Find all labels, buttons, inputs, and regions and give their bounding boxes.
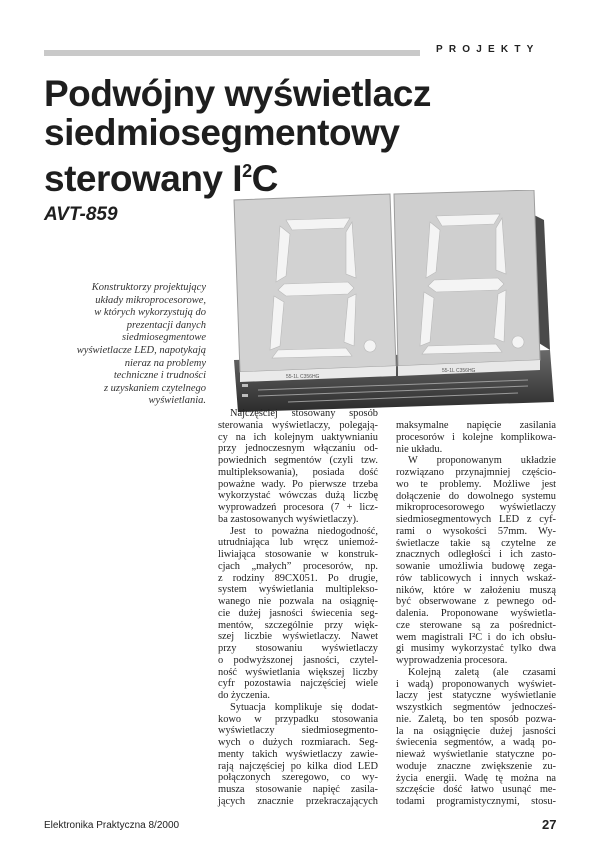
paragraph: Najczęściej stosowany sposób sterowania wyświetlaczy, polegają- cy na ich kolejnym uaktywnianiu przy jednoczesnym włączaniu od- powiednich segmentów (czyli tzw. multipleksowania), posiada dość poważne wady. Po pierwsze trzeba wykorzystać wówczas dużą liczbę wyprowadzeń procesora (7 + licz- ba zastosowanych wyświetlaczy). <box>218 408 378 525</box>
paragraph: Sytuacja komplikuje się dodat- kowo w przypadku stosowania wyświetlaczy siedmiosegmento- wych o dużych rozmiarach. Seg- menty takich wyświetlaczy zawie- rają najczęściej po kilka diod LED połączonych szeregowo, co wy- musza stosowanie napięć zasila- jących znacznie przekraczających <box>218 701 378 807</box>
article-column-2 <box>396 420 556 808</box>
paragraph: W proponowanym układzie rozwiązano przynajmniej częścio- wo te problemy. Możliwe jest dołączenie do dowolnego systemu mikroprocesorowego wyświetlaczy siedmiosegmentowych LED z cyf- rami o wysokości 57mm. Wy- świetlacze takie są czytelne ze znacznych odległości i ich zasto- sowanie umożliwia budowę zega- rów tablicowych i innych wskaź- ników, które w założeniu muszą być obserwowane z pewnego od- dalenia. Proponowane wyświetla- cze sterowane są za pośrednict- wem magistrali I²C i do ich obsłu- gi musimy wykorzystać tylko dwa wyprowadzenia procesora. <box>396 455 556 666</box>
article-title <box>44 74 514 198</box>
paragraph: maksymalne napięcie zasilania procesorów i kolejne komplikowa- nie układu. <box>396 420 556 455</box>
project-code: AVT-859 <box>44 204 118 225</box>
lead-paragraph: Konstruktorzy projektujący układy mikroprocesorowe, w których wykorzystują do prezentacji danych siedmiosegmentowe wyświetlacze LED, napotykają nieraz na problemy techniczne i trudności z uzyskaniem czytelnego wyświetlania. <box>76 282 206 407</box>
display-module-photo <box>228 190 556 418</box>
title-line-1: Podwójny wyświetlacz <box>44 73 431 114</box>
title-line-2: siedmiosegmentowy <box>44 112 400 153</box>
paragraph: Kolejną zaletą (ale czasami i wadą) proponowanych wyświet- laczy jest statyczne wyświetlanie wszystkich segmentów jednocześ- nie. Zaletą, bo ten sposób pozwa- la na osiągnięcie dużej jasności świecenia segmentów, a wadą po- nieważ wyświetlanie statyczne po- woduje znaczne zwiększenie zu- życia energii. Wadę tę można na szczęście dość łatwo usunąć me- todami programistycznymi, stosu- <box>396 666 556 807</box>
section-label: PROJEKTY <box>436 44 540 55</box>
paragraph: Jest to poważna niedogodność, utrudniająca lub wręcz uniemoż- liwiająca stosowanie w konstruk- cjach „małych” procesorów, np. z rodziny 89CX051. Po drugie, system wyświetlania multiplekso- wanego nie pozwala na osiągnię- cie dużej jasności świecenia seg- mentów, szczególnie przy więk- szej liczbie wyświetlaczy. Nawet przy stosowaniu wyświetlaczy o podwyższonej jasności, czytel- ność wyświetlania większej liczby cyfr pozostawia najczęściej wiele do życzenia. <box>218 525 378 701</box>
pcb-label-left: 55-1L C356HG <box>286 374 320 380</box>
journal-footer: Elektronika Praktyczna 8/2000 <box>44 820 180 831</box>
page-number: 27 <box>542 817 557 832</box>
header-rule <box>44 50 420 56</box>
title-line-3: sterowany $I^2C$ <box>44 158 278 199</box>
article-column-1 <box>218 408 378 808</box>
pcb-label-right: 55-1L C356HG <box>442 368 476 374</box>
